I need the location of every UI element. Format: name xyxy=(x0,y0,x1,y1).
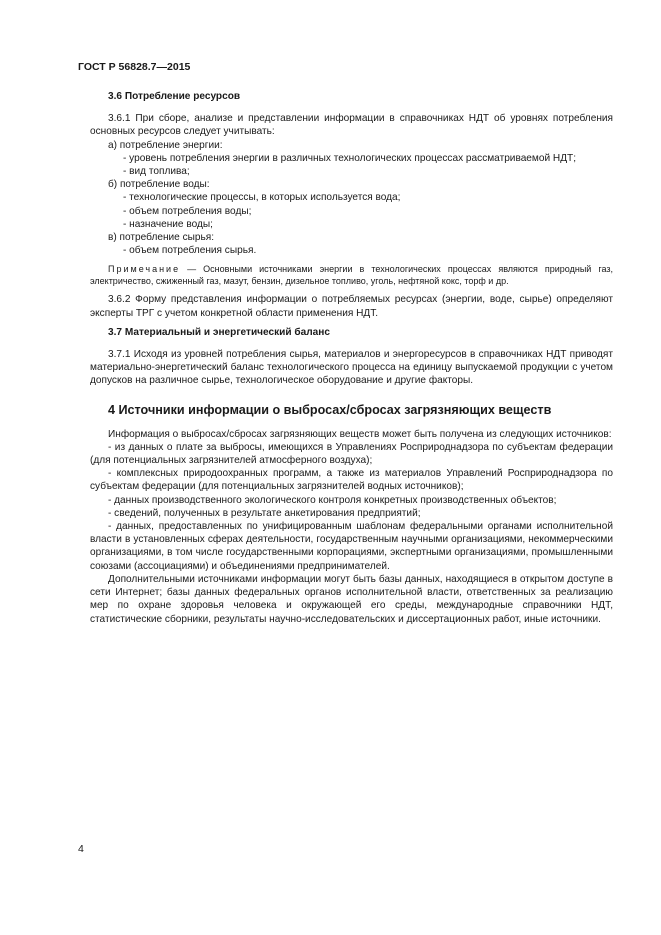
list-item-b: б) потребление воды: xyxy=(108,179,210,191)
section-4-heading: 4 Источники информации о выбросах/сбросах загрязняющих веществ xyxy=(108,402,552,417)
list-subitem-b2: - объем потребления воды; xyxy=(123,205,252,217)
note xyxy=(90,263,613,287)
list-subitem-a2: - вид топлива; xyxy=(123,166,190,178)
list-subitem-b1: - технологические процессы, в которых используется вода; xyxy=(123,192,401,204)
page-number: 4 xyxy=(78,843,84,855)
standard-header: ГОСТ Р 56828.7—2015 xyxy=(78,61,191,73)
paragraph-3-6-2: 3.6.2 Форму представления информации о потребляемых ресурсах (энергии, воде, сырье) определяют эксперты ТРГ с учетом конкретной области применения НДТ. xyxy=(90,294,613,319)
list-item-c: в) потребление сырья: xyxy=(108,232,215,244)
list-item-a: а) потребление энергии: xyxy=(108,139,223,151)
section-4-intro: Информация о выбросах/сбросах загрязняющих веществ может быть получена из следующих источников: xyxy=(108,428,612,440)
paragraph-3-6-1: 3.6.1 При сборе, анализе и представлении информации в справочниках НДТ об уровнях потребления основных ресурсов следует учитывать: xyxy=(90,113,613,138)
list-item: - данных, предоставленных по унифицированным шаблонам федеральными органами исполнительной власти в установленных сферах деятельности, государственным научными организациями, некоммерческими организациями, в том числе государственными корпорациями, экспертными организациями, промышленными союзами (ассоциациями) и объединениями предпринимателей. xyxy=(90,521,613,572)
list-item: - данных производственного экологического контроля конкретных производственных объектов; xyxy=(108,494,557,506)
section-3-7-heading: 3.7 Материальный и энергетический баланс xyxy=(108,326,330,338)
section-4-extra-sources: Дополнительными источниками информации могут быть базы данных, находящиеся в открытом доступе в сети Интернет; базы данных федеральных органов исполнительной власти, ответственных за реализацию мер по охране здоровья человека и окружающей его среды, международные справочники НДТ, статистические сборники, результаты научно-исследовательских и диссертационных работ, иные источники. xyxy=(90,573,613,625)
section-3-6-heading: 3.6 Потребление ресурсов xyxy=(108,91,241,102)
list-subitem-a1: - уровень потребления энергии в различных технологических процессах рассматриваемой НДТ; xyxy=(123,152,577,164)
document-body xyxy=(90,90,613,626)
list-item: - комплексных природоохранных программ, а также из материалов Управлений Росприроднадзора по субъектам федерации (для потенциальных загрязнителей водных источников); xyxy=(90,468,613,493)
list-item: - сведений, полученных в результате анкетирования предприятий; xyxy=(108,507,421,519)
list-subitem-c1: - объем потребления сырья. xyxy=(123,245,257,257)
paragraph-3-7-1: 3.7.1 Исходя из уровней потребления сырья, материалов и энергоресурсов в справочниках НДТ приводят материально-энергетический баланс технологического процесса на единицу выпускаемой продукции с учетом допусков на различное сырье, технологическое оборудование и другие факторы. xyxy=(90,349,613,387)
list-item: - из данных о плате за выбросы, имеющихся в Управлениях Росприроднадзора по субъектам федерации (для потенциальных загрязнителей атмосферного воздуха); xyxy=(90,441,613,467)
note-text: — Основными источниками энергии в технологических процессах являются природный газ, электричество, сжиженный газ, мазут, бензин, дизельное топливо, уголь, нефтяной кокс, торф и др. xyxy=(90,264,613,287)
list-subitem-b3: - назначение воды; xyxy=(123,218,213,230)
note-label: Примечание xyxy=(108,264,181,275)
